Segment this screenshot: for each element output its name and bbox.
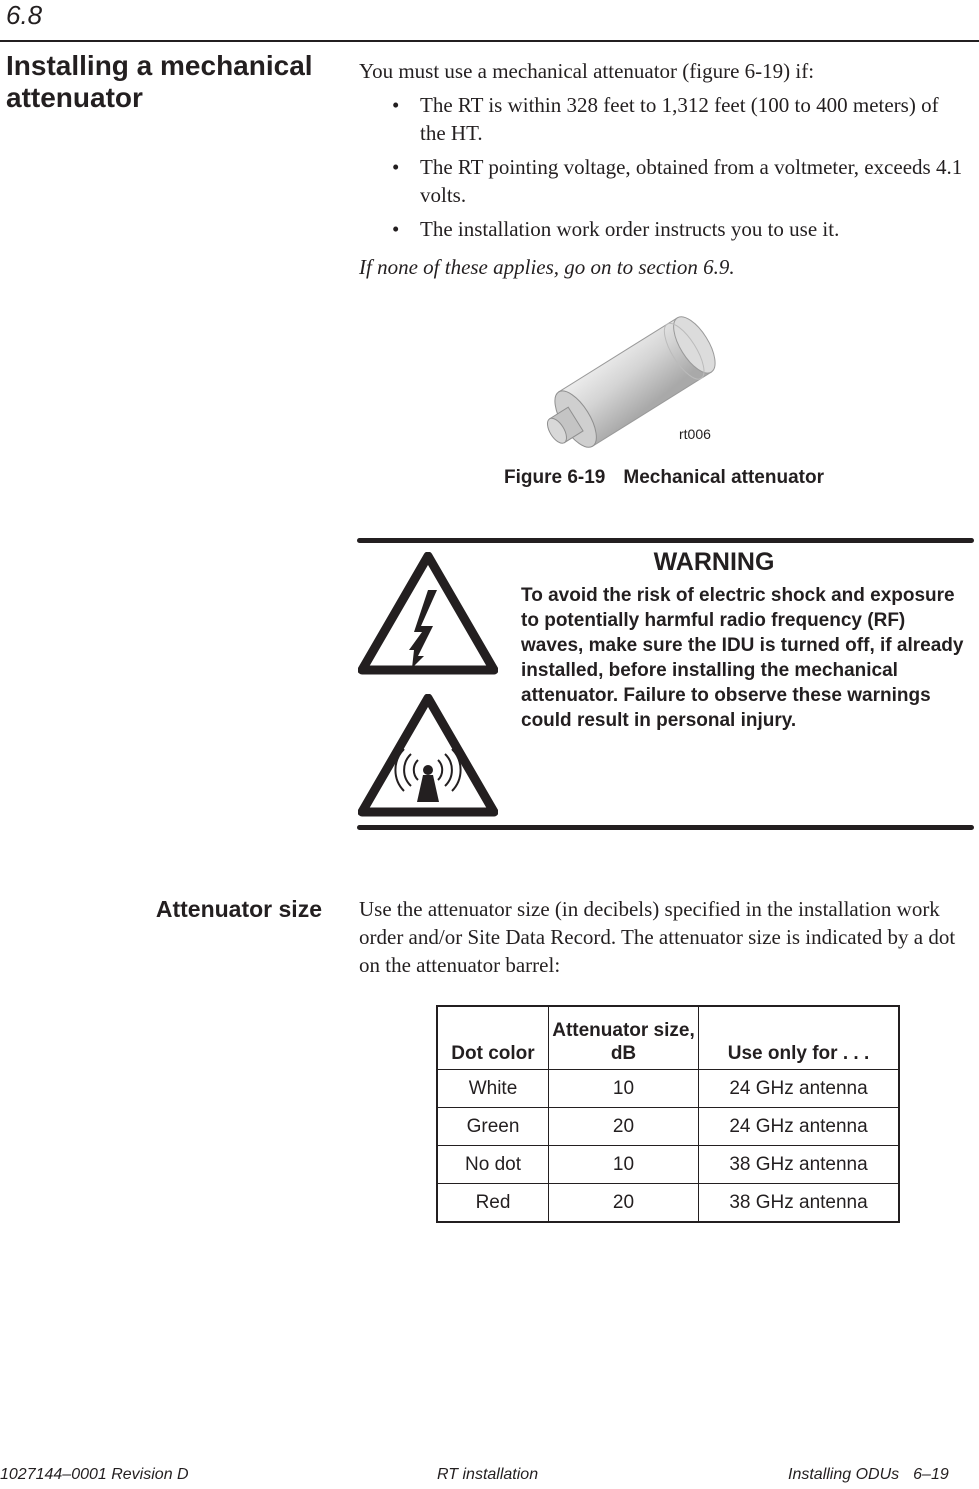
column-header [549,1006,699,1070]
list-item-text: The installation work order instructs you to use it. [420,217,840,241]
footer-chapter: RT installation [437,1466,539,1483]
table-cell: 38 GHz antenna [699,1146,900,1184]
side-heading-installing: Installing a mechanical attenuator [6,50,313,113]
attenuator-size-table [436,1005,900,1223]
footer-section [788,1466,949,1484]
table-cell: 10 [549,1070,699,1108]
table-cell: 24 GHz antenna [699,1070,900,1108]
table-row [437,1184,899,1223]
intro-text: You must use a mechanical attenuator (figure 6-19) if: [359,59,815,83]
footer-section-title: Installing ODUs [788,1466,900,1483]
list-item-text: The RT is within 328 feet to 1,312 feet (100 to 400 meters) of the HT. [420,93,939,145]
figure-art-id: rt006 [679,426,711,442]
attenuator-size-text: Use the attenuator size (in decibels) specified in the installation work order and/or Site Data Record. The attenuator size is indicated by a dot on the attenuator barrel: [359,897,956,977]
table-cell: 20 [549,1184,699,1223]
footer-doc-number: 1027144–0001 Revision D [0,1466,189,1483]
table-cell: Red [437,1184,549,1223]
table-header-row [437,1006,899,1070]
table-row [437,1108,899,1146]
list-item [359,153,969,209]
table-row [437,1070,899,1108]
table-cell: 20 [549,1108,699,1146]
warning-text: To avoid the risk of electric shock and exposure to potentially harmful radio frequency (RF) waves, make sure the IDU is turned off, if already installed, before installing the mechanical attenuator. Failure to observe these warnings could result in personal injury. [521,585,964,731]
page-number: 6–19 [913,1466,949,1483]
table-cell: No dot [437,1146,549,1184]
warning-title: WARNING [653,548,775,576]
list-item [359,215,969,243]
list-item-text: The RT pointing voltage, obtained from a voltmeter, exceeds 4.1 volts. [420,155,963,207]
figure-title: Mechanical attenuator [623,467,824,488]
figure-caption [359,467,969,489]
rf-radiation-warning-icon [358,694,498,819]
warning-rule-bottom [357,825,974,830]
table-cell: 10 [549,1146,699,1184]
bullet-icon: • [392,217,400,241]
note-text: If none of these applies, go on to section 6.9. [359,255,735,279]
warning-rule-top [357,538,974,543]
table-cell: 24 GHz antenna [699,1108,900,1146]
bullet-icon: • [392,93,400,117]
table-cell: White [437,1070,549,1108]
column-header: Use only for . . . [699,1006,900,1070]
table-cell: 38 GHz antenna [699,1184,900,1223]
section-number: 6.8 [6,0,43,30]
electric-shock-warning-icon [358,552,498,677]
list-item [359,91,969,147]
column-header: Dot color [437,1006,549,1070]
bullet-icon: • [392,155,400,179]
table-cell: Green [437,1108,549,1146]
figure-number: Figure 6-19 [504,467,606,488]
table-row [437,1146,899,1184]
side-heading-attenuator-size: Attenuator size [155,896,322,922]
column-header-text: Attenuator size, dB [552,1020,695,1064]
requirements-list [359,91,969,249]
header-rule [0,40,979,42]
